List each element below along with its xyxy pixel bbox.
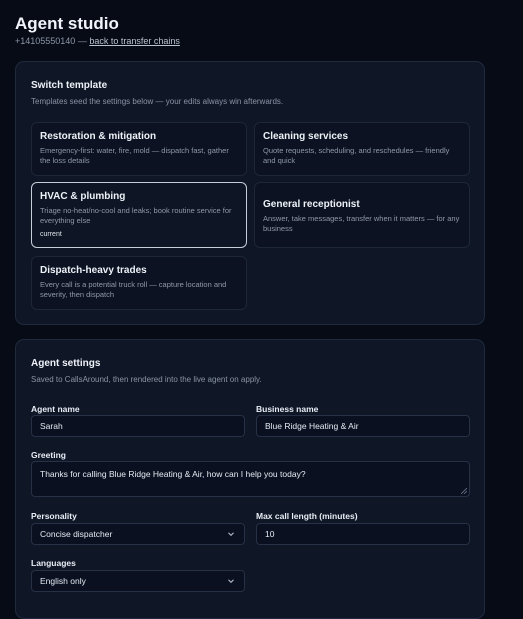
template-title: Restoration & mitigation	[40, 131, 157, 142]
subtitle-separator: —	[75, 36, 90, 46]
template-hvac-plumbing[interactable]	[31, 182, 247, 248]
switch-template-card	[15, 61, 485, 325]
resize-grip-icon[interactable]	[461, 488, 467, 494]
languages-value: English only	[40, 576, 86, 586]
template-description: Triage no-heat/no-cool and leaks; book routine service for everything else	[40, 206, 232, 225]
personality-label: Personality	[31, 511, 77, 521]
template-description: Quote requests, scheduling, and reschedules — friendly and quick	[263, 146, 450, 165]
template-title: HVAC & plumbing	[40, 191, 126, 202]
agent-name-label: Agent name	[31, 404, 80, 414]
chevron-down-icon	[226, 529, 236, 539]
personality-select[interactable]	[31, 523, 245, 545]
agent-settings-subtitle: Saved to CallsAround, then rendered into the live agent on apply.	[31, 375, 262, 384]
template-title: Cleaning services	[263, 131, 349, 142]
template-description: Answer, take messages, transfer when it matters — for any business	[263, 214, 460, 233]
page-subtitle	[15, 36, 180, 46]
back-to-transfer-chains-link[interactable]: back to transfer chains	[89, 36, 180, 46]
max-call-length-label: Max call length (minutes)	[256, 511, 358, 521]
agent-name-input[interactable]	[31, 415, 245, 437]
template-title: General receptionist	[263, 199, 360, 210]
personality-value: Concise dispatcher	[40, 529, 113, 539]
max-call-length-input[interactable]	[256, 523, 470, 545]
greeting-label: Greeting	[31, 450, 66, 460]
template-restoration[interactable]	[31, 122, 247, 176]
languages-label: Languages	[31, 558, 76, 568]
chevron-down-icon	[226, 576, 236, 586]
agent-settings-card	[15, 339, 485, 619]
switch-template-subtitle: Templates seed the settings below — your edits always win afterwards.	[31, 97, 284, 106]
template-cleaning[interactable]	[254, 122, 470, 176]
template-title: Dispatch-heavy trades	[40, 265, 147, 276]
template-dispatch-heavy[interactable]	[31, 256, 247, 310]
switch-template-heading: Switch template	[31, 80, 108, 91]
template-description: Every call is a potential truck roll — capture location and severity, then dispatch	[40, 280, 227, 299]
page-title: Agent studio	[15, 14, 119, 33]
business-name-label: Business name	[256, 404, 319, 414]
current-badge: current	[40, 231, 62, 238]
template-general-receptionist[interactable]	[254, 182, 470, 248]
greeting-field-wrapper	[31, 461, 470, 497]
phone-number: +14105550140	[15, 36, 76, 46]
languages-select[interactable]	[31, 570, 245, 592]
business-name-input[interactable]	[256, 415, 470, 437]
template-description: Emergency-first: water, fire, mold — dispatch fast, gather the loss details	[40, 146, 229, 165]
greeting-textarea[interactable]	[31, 461, 470, 497]
agent-settings-heading: Agent settings	[31, 358, 101, 369]
